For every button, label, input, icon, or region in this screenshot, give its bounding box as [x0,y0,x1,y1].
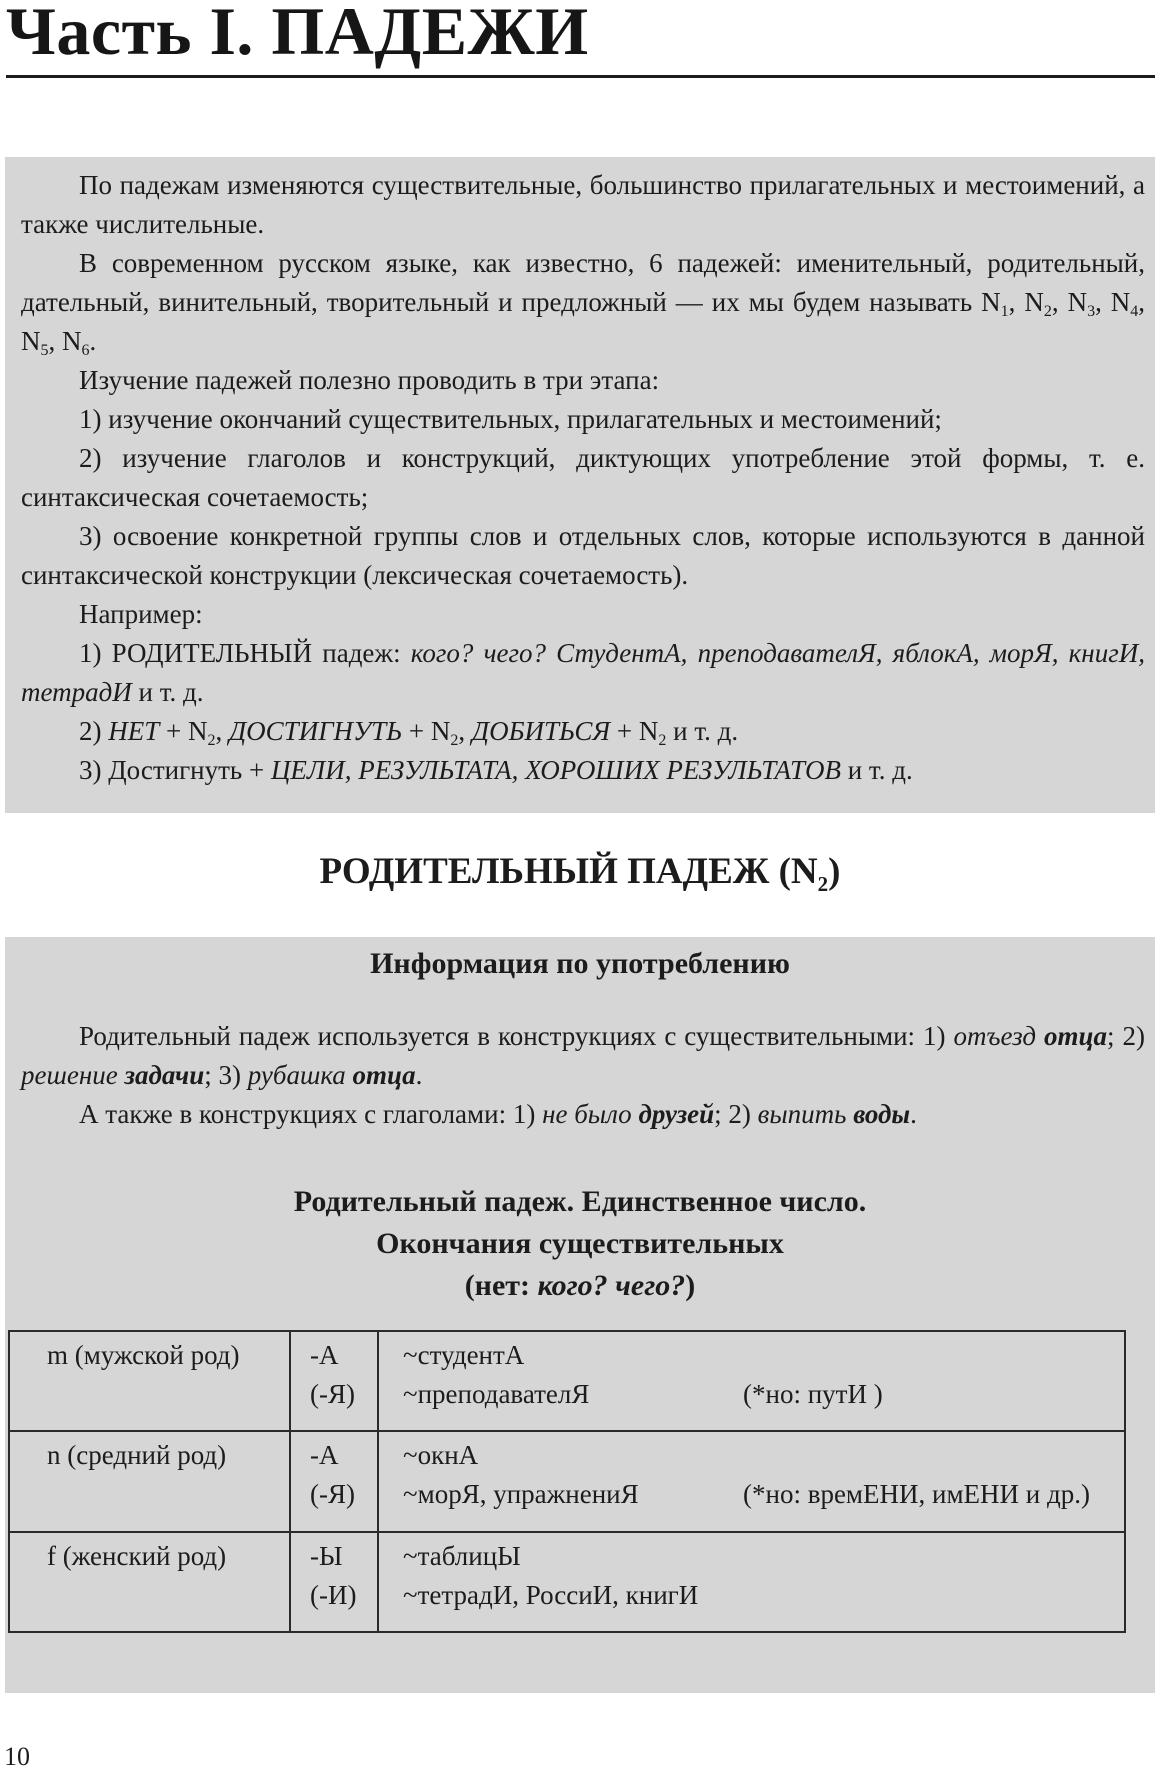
intro-paragraph: Изучение падежей полезно проводить в три этапа: [79,365,660,395]
endings-table [8,1330,1126,1633]
case-symbol: $N_3$, [1067,287,1111,320]
intro-text [21,166,1145,790]
ending-cell: -Ы (-И) [290,1532,378,1632]
chapter-title: Часть I. ПАДЕЖИ [6,0,589,69]
intro-paragraph: 1) изучение окончаний существительных, прилагательных и местоимений; [79,404,942,434]
exception-note: (*но: времЕНИ, имЕНИ и др.) [743,1479,1090,1510]
usage-box [5,937,1155,1693]
intro-box [5,157,1155,813]
usage-paragraph: Родительный падеж используется в конструкциях с существительными: 1) отъезд отца; 2) решение задачи; 3) рубашка отца. [21,1021,1145,1090]
example-cell: ~таблицЫ ~тетрадИ, РоссиИ, книгИ [378,1532,1125,1632]
ending-cell: -А (-Я) [290,1331,378,1431]
case-symbol: $N_5$, [21,326,62,359]
chapter-divider [6,75,1155,78]
example-cell: ~окнА ~морЯ, упражнениЯ (*но: времЕНИ, имЕНИ и др.) [378,1431,1125,1531]
example-line: 3) Достигнуть + ЦЕЛИ, РЕЗУЛЬТАТА, ХОРОШИХ РЕЗУЛЬТАТОВ и т. д. [79,755,913,785]
example-line: 2) НЕТ + $N_2$, ДОСТИГНУТЬ + $N_2$, ДОБИТЬСЯ + $N_2$ и т. д. [79,716,739,749]
case-symbol: $N_2$, [1024,287,1068,320]
usage-text [21,1017,1145,1134]
case-symbol: $N_6$. [62,326,97,359]
table-row [9,1431,1125,1531]
page-number: 10 [4,1742,30,1771]
example-line: 1) РОДИТЕЛЬНЫЙ падеж: кого? чего? СтудентА, преподавателЯ, яблокА, морЯ, книгИ, тетрадИ и т. д. [21,638,1145,707]
gender-cell: n (средний род) [9,1431,290,1531]
intro-paragraph: По падежам изменяются существительные, большинство прилагательных и местоимений, а также числительные. [21,170,1145,239]
ending-cell: -А (-Я) [290,1431,378,1531]
intro-paragraph: 3) освоение конкретной группы слов и отдельных слов, которые используются в данной синтаксической конструкции (лексическая сочетаемость). [21,521,1145,590]
gender-cell: f (женский род) [9,1532,290,1632]
section-title: РОДИТЕЛЬНЫЙ ПАДЕЖ $(N_2)$ [319,851,841,896]
usage-title: Информация по употреблению [370,947,790,980]
intro-paragraph: 2) изучение глаголов и конструкций, диктующих употребление этой формы, т. е. синтаксическая сочетаемость; [21,443,1145,512]
intro-paragraph: В современном русском языке, как известно, 6 падежей: именительный, родительный, дательный, винительный, творительный и предложный — их мы будем называть $N_1$, $N_2$, $N_3$, $N_4$, $N_5$, $N_6$. [21,248,1146,359]
table-row [9,1331,1125,1431]
table-title: Родительный падеж. Единственное число. Окончания существительных (нет: кого? чего?) [293,1185,867,1302]
usage-paragraph: А также в конструкциях с глаголами: 1) не было друзей; 2) выпить воды. [79,1099,917,1129]
example-cell: ~студентА ~преподавателЯ (*но: путИ ) [378,1331,1125,1431]
case-symbol: $N_4$, [1110,287,1146,320]
intro-paragraph: Например: [79,599,203,629]
exception-note: (*но: путИ ) [743,1379,883,1409]
case-symbol: $N_1$, [981,287,1025,320]
table-row [9,1532,1125,1632]
gender-cell: m (мужской род) [9,1331,290,1431]
